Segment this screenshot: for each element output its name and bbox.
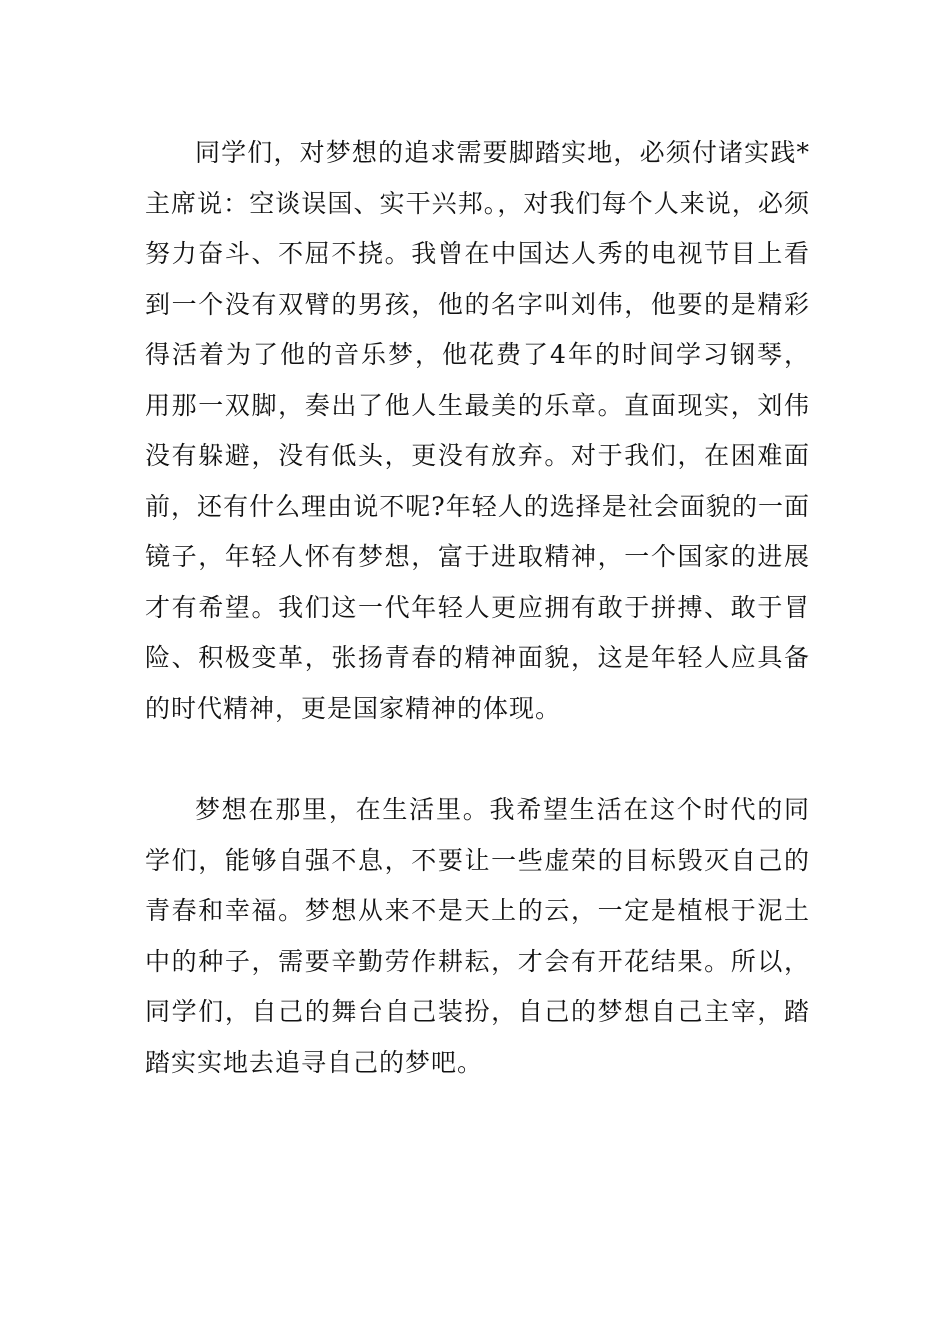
- paragraph-2: 梦想在那里，在生活里。我希望生活在这个时代的同学们，能够自强不息，不要让一些虚荣的目标毁灭自己的青春和幸福。梦想从来不是天上的云，一定是植根于泥土中的种子，需要辛勤劳作耕耘，才会有开花结果。所以，同学们，自己的舞台自己装扮，自己的梦想自己主宰，踏踏实实地去追寻自己的梦吧。: [145, 795, 810, 1077]
- document-body: [145, 128, 810, 1088]
- paragraph-1: 同学们，对梦想的追求需要脚踏实地，必须付诸实践*主席说：空谈误国、实干兴邦。，对我们每个人来说，必须努力奋斗、不屈不挠。我曾在中国达人秀的电视节目上看到一个没有双臂的男孩，他的名字叫刘伟，他要的是精彩得活着为了他的音乐梦，他花费了4年的时间学习钢琴，用那一双脚，奏出了他人生最美的乐章。直面现实，刘伟没有躲避，没有低头，更没有放弃。对于我们，在困难面前，还有什么理由说不呢?年轻人的选择是社会面貌的一面镜子，年轻人怀有梦想，富于进取精神，一个国家的进展才有希望。我们这一代年轻人更应拥有敢于拼搏、敢于冒险、积极变革，张扬青春的精神面貌，这是年轻人应具备的时代精神，更是国家精神的体现。: [145, 138, 810, 723]
